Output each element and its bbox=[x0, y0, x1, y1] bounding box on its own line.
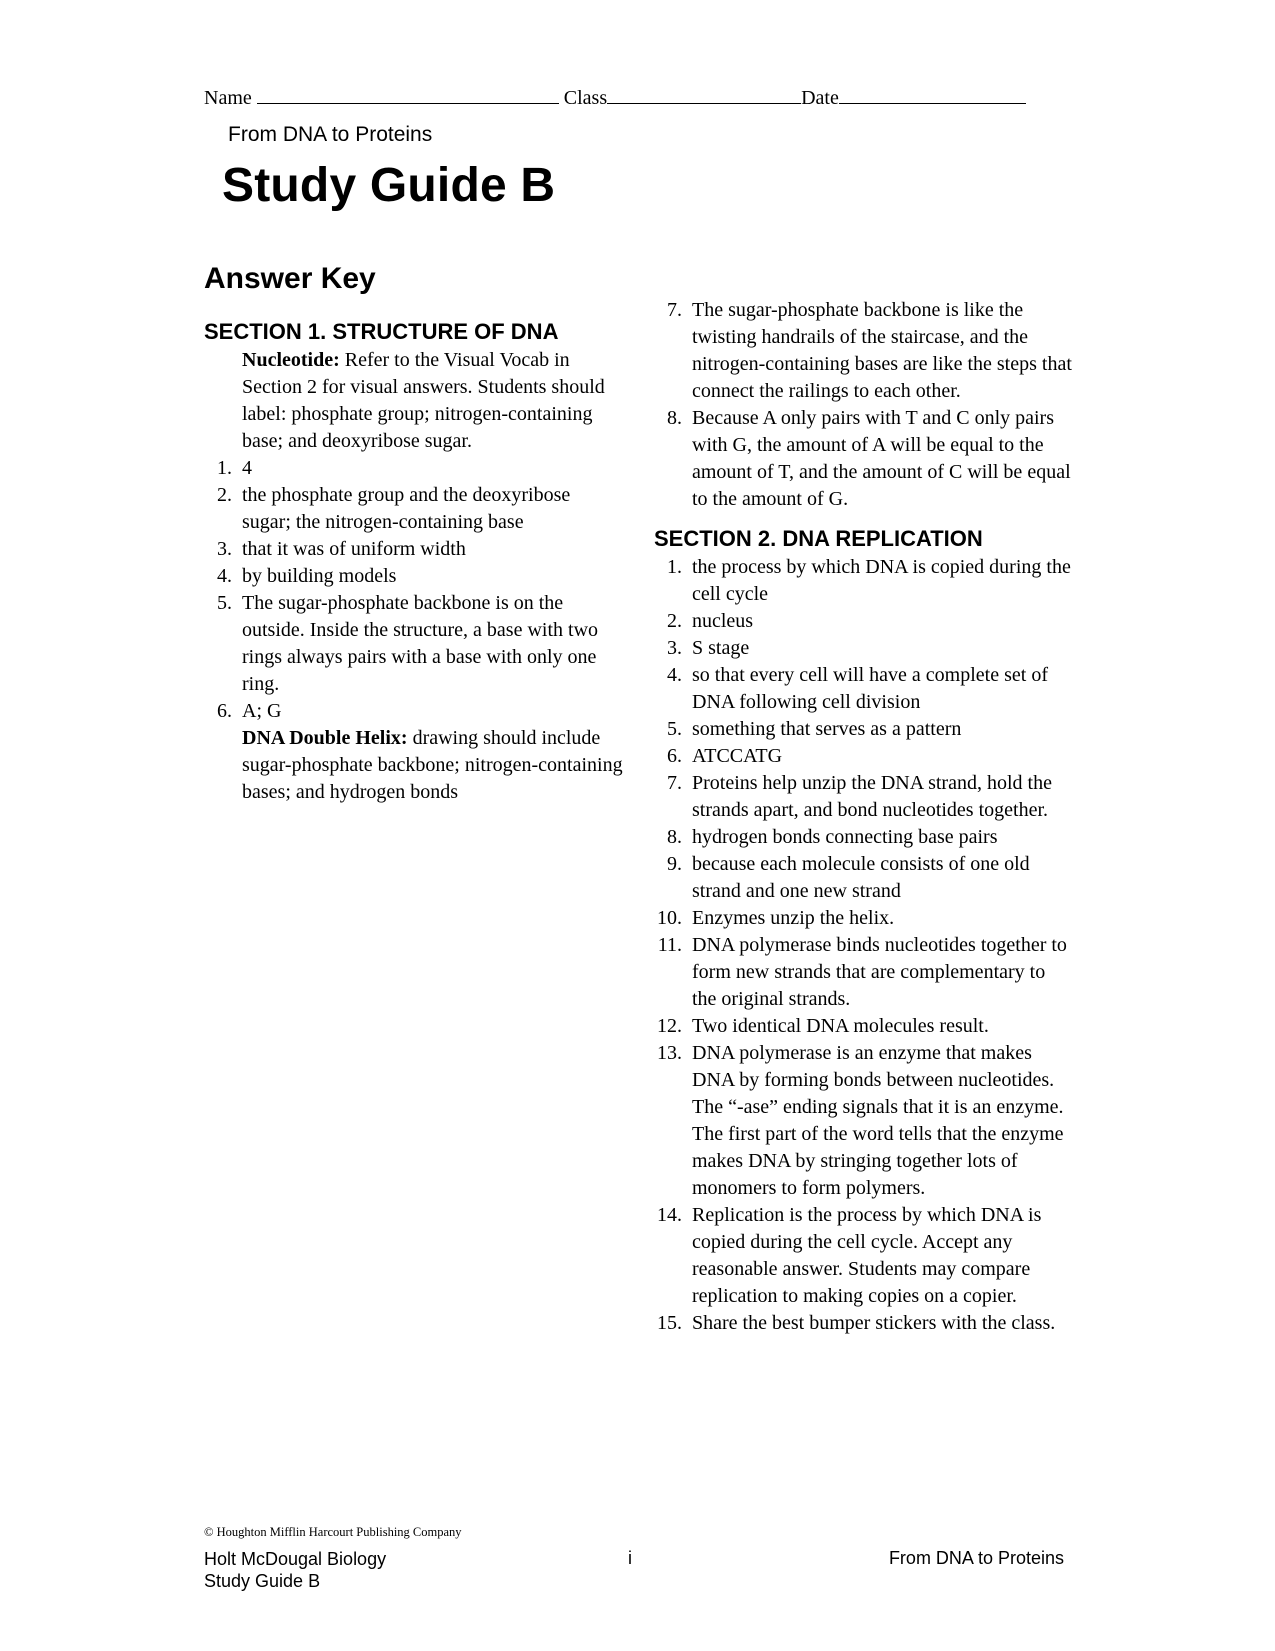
section-1-list-continued bbox=[654, 297, 1074, 513]
chapter-subtitle: From DNA to Proteins bbox=[228, 123, 433, 146]
class-blank bbox=[607, 86, 801, 104]
answer-text: that it was of uniform width bbox=[242, 538, 466, 560]
double-helix-paragraph bbox=[204, 725, 624, 806]
answer-number: 2. bbox=[667, 610, 682, 632]
answer-text: The sugar-phosphate backbone is on the outside. Inside the structure, a base with two rings always pairs with a base with only one ring. bbox=[242, 592, 599, 695]
answer-text: Because A only pairs with T and C only pairs with G, the amount of A will be equal to the amount of T, and the amount of C will be equal to the amount of G. bbox=[692, 407, 1071, 510]
answer-item bbox=[204, 536, 624, 563]
answer-text: Replication is the process by which DNA is copied during the cell cycle. Accept any reasonable answer. Students may compare replication to making copies on a copier. bbox=[692, 1204, 1042, 1307]
answer-item bbox=[654, 1202, 1074, 1310]
footer-book-title: Holt McDougal Biology bbox=[204, 1549, 387, 1569]
answer-item bbox=[654, 297, 1074, 405]
answer-item bbox=[654, 743, 1074, 770]
answer-text: DNA polymerase binds nucleotides together to form new strands that are complementary to the original strands. bbox=[692, 934, 1067, 1010]
answer-text: Share the best bumper stickers with the class. bbox=[692, 1312, 1056, 1334]
header-line bbox=[204, 86, 1026, 110]
answer-text: by building models bbox=[242, 565, 397, 587]
answer-number: 3. bbox=[217, 538, 232, 560]
answer-text: nucleus bbox=[692, 610, 754, 632]
answer-text: so that every cell will have a complete set of DNA following cell division bbox=[692, 664, 1048, 713]
answer-text: something that serves as a pattern bbox=[692, 718, 962, 740]
answer-item bbox=[654, 662, 1074, 716]
answer-item bbox=[654, 1040, 1074, 1202]
answer-number: 12. bbox=[657, 1015, 682, 1037]
section-1-heading: SECTION 1. STRUCTURE OF DNA bbox=[204, 319, 559, 344]
right-column bbox=[654, 297, 1074, 1337]
answer-item bbox=[204, 563, 624, 590]
nucleotide-term: Nucleotide: bbox=[242, 349, 340, 371]
section-1-list bbox=[204, 455, 624, 725]
footer-publisher bbox=[204, 1548, 386, 1592]
answer-text: hydrogen bonds connecting base pairs bbox=[692, 826, 998, 848]
answer-number: 3. bbox=[667, 637, 682, 659]
answer-number: 11. bbox=[657, 934, 682, 956]
nucleotide-paragraph bbox=[204, 347, 624, 455]
answer-text: the phosphate group and the deoxyribose sugar; the nitrogen-containing base bbox=[242, 484, 571, 533]
answer-item bbox=[204, 455, 624, 482]
answer-number: 14. bbox=[657, 1204, 682, 1226]
answer-item bbox=[654, 1310, 1074, 1337]
answer-item bbox=[204, 482, 624, 536]
section-2-heading: SECTION 2. DNA REPLICATION bbox=[654, 526, 983, 551]
answer-key-heading: Answer Key bbox=[204, 262, 376, 295]
answer-item bbox=[654, 905, 1074, 932]
answer-text: because each molecule consists of one old strand and one new strand bbox=[692, 853, 1030, 902]
answer-item bbox=[654, 554, 1074, 608]
answer-item bbox=[204, 590, 624, 698]
answer-item bbox=[654, 635, 1074, 662]
answer-number: 15. bbox=[657, 1312, 682, 1334]
answer-item bbox=[654, 608, 1074, 635]
answer-text: Proteins help unzip the DNA strand, hold the strands apart, and bond nucleotides together. bbox=[692, 772, 1052, 821]
page-title: Study Guide B bbox=[222, 159, 556, 212]
answer-text: 4 bbox=[242, 457, 252, 479]
answer-number: 8. bbox=[667, 407, 682, 429]
answer-text: DNA polymerase is an enzyme that makes DNA by forming bonds between nucleotides. The “-ase” ending signals that it is an enzyme. The first part of the word tells that the enzyme makes DNA by stringing together lots of monomers to form polymers. bbox=[692, 1042, 1064, 1199]
name-blank bbox=[257, 86, 559, 104]
answer-number: 4. bbox=[667, 664, 682, 686]
name-label: Name bbox=[204, 87, 252, 109]
answer-item bbox=[654, 824, 1074, 851]
double-helix-term: DNA Double Helix: bbox=[242, 727, 408, 749]
answer-item bbox=[654, 770, 1074, 824]
footer-guide-name: Study Guide B bbox=[204, 1571, 321, 1591]
answer-number: 5. bbox=[217, 592, 232, 614]
answer-number: 10. bbox=[657, 907, 682, 929]
answer-text: Two identical DNA molecules result. bbox=[692, 1015, 989, 1037]
answer-item bbox=[654, 932, 1074, 1013]
class-label: Class bbox=[563, 87, 608, 109]
answer-number: 13. bbox=[657, 1042, 682, 1064]
date-label: Date bbox=[801, 87, 839, 109]
answer-number: 8. bbox=[667, 826, 682, 848]
section-2-list bbox=[654, 554, 1074, 1337]
answer-item bbox=[654, 405, 1074, 513]
answer-number: 7. bbox=[667, 772, 682, 794]
answer-item bbox=[204, 698, 624, 725]
footer-chapter-title: From DNA to Proteins bbox=[888, 1548, 1064, 1568]
answer-text: A; G bbox=[242, 700, 282, 722]
answer-number: 6. bbox=[217, 700, 232, 722]
copyright-notice: © Houghton Mifflin Harcourt Publishing Company bbox=[204, 1525, 462, 1539]
date-blank bbox=[839, 86, 1026, 104]
answer-number: 1. bbox=[217, 457, 232, 479]
answer-number: 5. bbox=[667, 718, 682, 740]
answer-item bbox=[654, 716, 1074, 743]
answer-number: 9. bbox=[667, 853, 682, 875]
answer-number: 4. bbox=[217, 565, 232, 587]
left-column bbox=[204, 318, 624, 806]
answer-text: Enzymes unzip the helix. bbox=[692, 907, 895, 929]
answer-text: S stage bbox=[692, 637, 750, 659]
answer-number: 2. bbox=[217, 484, 232, 506]
answer-number: 1. bbox=[667, 556, 682, 578]
answer-text: The sugar-phosphate backbone is like the twisting handrails of the staircase, and the nitrogen-containing bases are like the steps that connect the railings to each other. bbox=[692, 299, 1072, 402]
answer-number: 7. bbox=[667, 299, 682, 321]
answer-number: 6. bbox=[667, 745, 682, 767]
page-number: i bbox=[628, 1548, 632, 1568]
answer-item bbox=[654, 1013, 1074, 1040]
answer-item bbox=[654, 851, 1074, 905]
double-helix-text: drawing should include sugar-phosphate backbone; nitrogen-containing bases; and hydrogen bonds bbox=[242, 727, 623, 803]
answer-text: the process by which DNA is copied during the cell cycle bbox=[692, 556, 1071, 605]
answer-text: ATCCATG bbox=[692, 745, 783, 767]
nucleotide-text: Refer to the Visual Vocab in Section 2 for visual answers. Students should label: phosphate group; nitrogen-containing base; and deoxyribose sugar. bbox=[242, 349, 605, 452]
